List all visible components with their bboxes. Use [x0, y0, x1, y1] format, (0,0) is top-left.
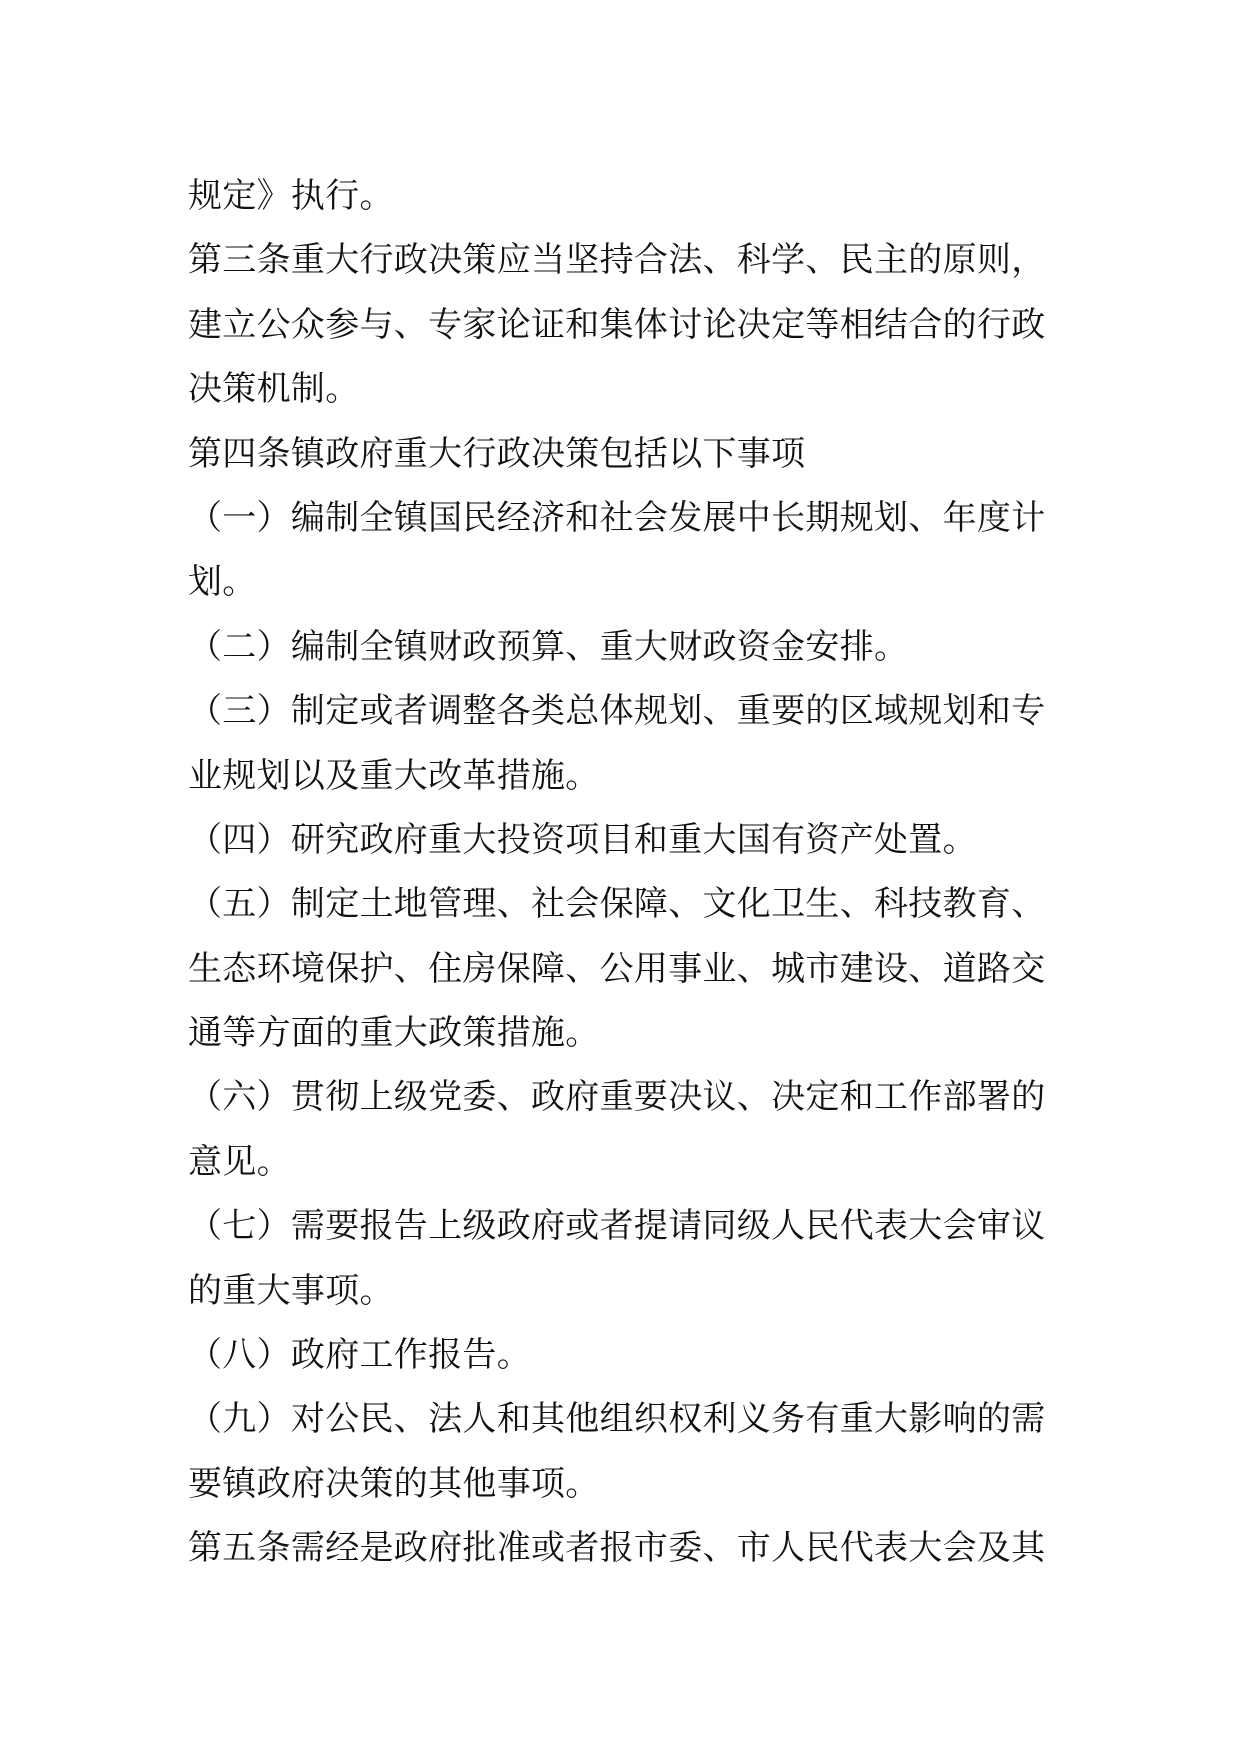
- text-line: 建立公众参与、专家论证和集体讨论决定等相结合的行政: [188, 304, 1046, 345]
- text-line: （九）对公民、法人和其他组织权利义务有重大影响的需: [188, 1399, 1046, 1440]
- text-line: 第三条重大行政决策应当坚持合法、科学、民主的原则，: [188, 240, 1046, 281]
- text-line: （三）制定或者调整各类总体规划、重要的区域规划和专: [188, 691, 1046, 732]
- text-line: 业规划以及重大改革措施。: [188, 755, 600, 796]
- text-line: （五）制定土地管理、社会保障、文化卫生、科技教育、: [188, 884, 1046, 925]
- text-line: 决策机制。: [188, 369, 360, 410]
- text-line: 第四条镇政府重大行政决策包括以下事项: [188, 433, 806, 474]
- text-line: （八）政府工作报告。: [188, 1335, 531, 1376]
- text-line: （六）贯彻上级党委、政府重要决议、决定和工作部署的: [188, 1077, 1046, 1118]
- text-line: （七）需要报告上级政府或者提请同级人民代表大会审议: [188, 1206, 1046, 1247]
- text-line: 第五条需经是政府批准或者报市委、市人民代表大会及其: [188, 1528, 1046, 1569]
- text-line: 规定》执行。: [188, 176, 394, 216]
- text-line: （二）编制全镇财政预算、重大财政资金安排。: [188, 626, 909, 667]
- text-line: （一）编制全镇国民经济和社会发展中长期规划、年度计: [188, 497, 1046, 538]
- text-line: 意见。: [188, 1141, 291, 1182]
- text-line: 划。: [188, 562, 257, 603]
- text-line: 生态环境保护、住房保障、公用事业、城市建设、道路交: [188, 948, 1046, 989]
- document-body: [188, 164, 1068, 1581]
- text-line: 的重大事项。: [188, 1270, 394, 1311]
- text-line: 要镇政府决策的其他事项。: [188, 1463, 600, 1504]
- text-line: （四）研究政府重大投资项目和重大国有资产处置。: [188, 819, 977, 860]
- text-line: 通等方面的重大政策措施。: [188, 1013, 600, 1054]
